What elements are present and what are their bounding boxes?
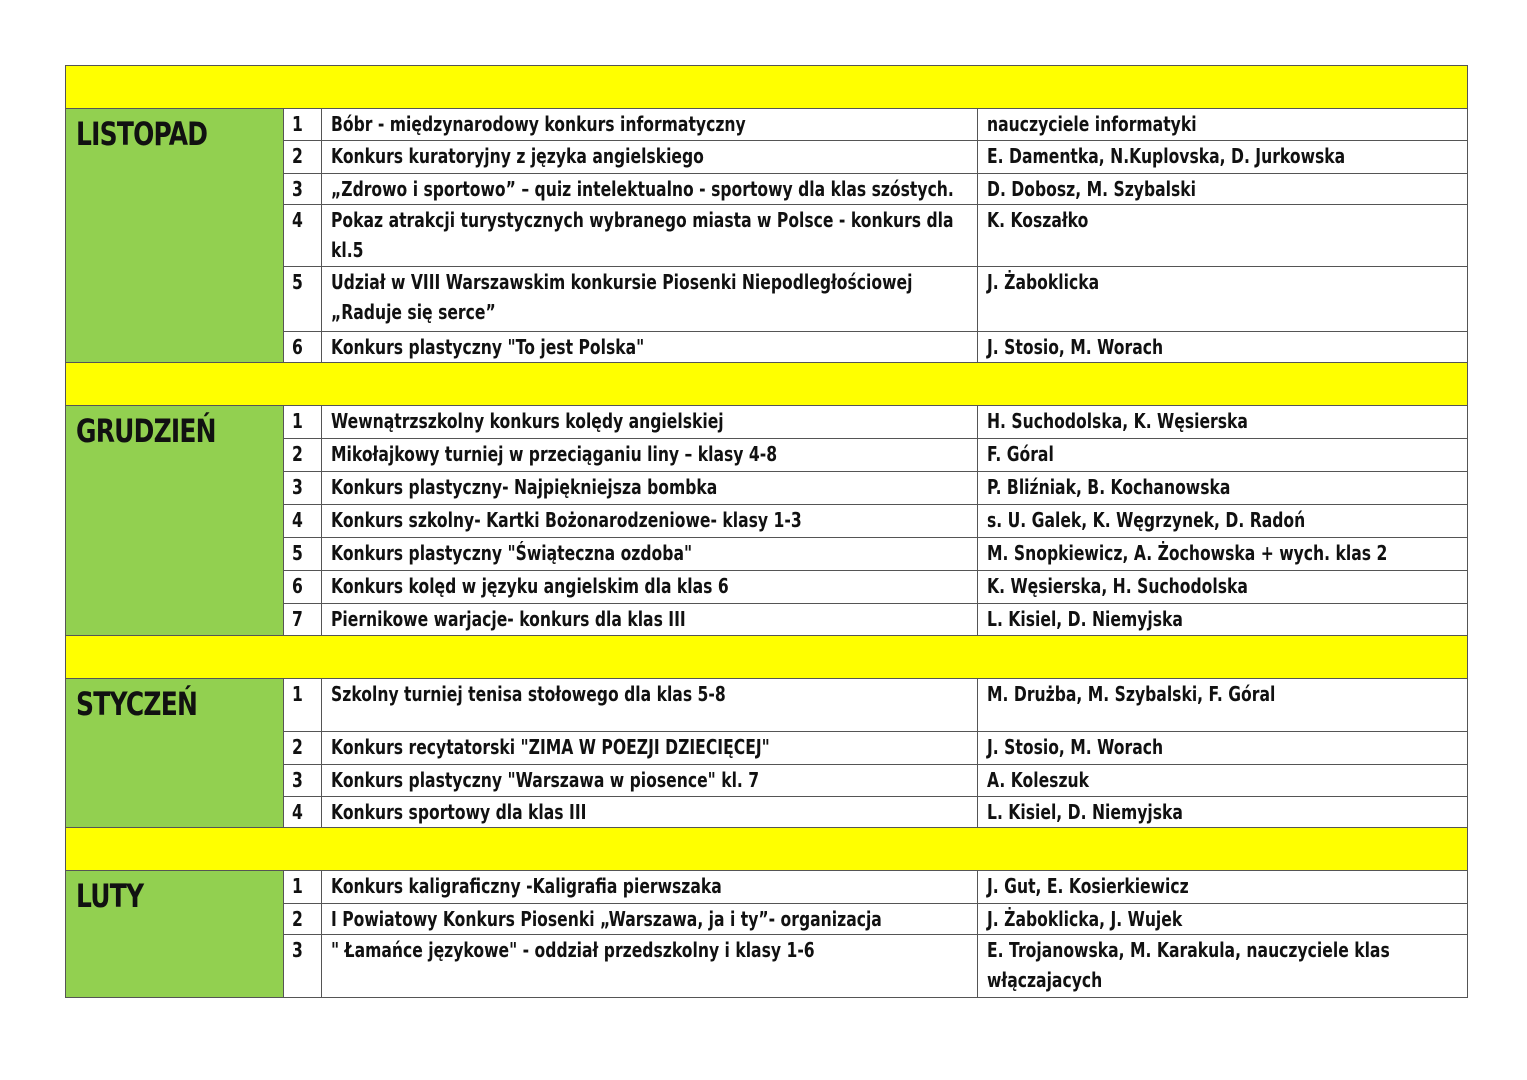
event-responsible: J. Stosio, M. Worach (987, 735, 1164, 759)
event-responsible: M. Snopkiewicz, A. Żochowska + wych. klas 2 (987, 541, 1388, 565)
event-description: Konkurs plastyczny "To jest Polska" (331, 335, 645, 359)
row-number: 4 (292, 208, 303, 232)
row-number: 4 (292, 508, 303, 532)
event-responsible: K. Węsierska, H. Suchodolska (987, 574, 1248, 598)
event-description: Bóbr - międzynarodowy konkurs informatyczny (331, 112, 746, 136)
event-description: I Powiatowy Konkurs Piosenki „Warszawa, ja i ty”- organizacja (331, 907, 882, 931)
event-responsible: E. Trojanowska, M. Karakula, nauczyciele klas włączajacych (987, 938, 1390, 992)
row-number: 2 (292, 907, 303, 931)
event-responsible: P. Bliźniak, B. Kochanowska (987, 475, 1231, 499)
row-number: 3 (292, 177, 303, 201)
event-description: Konkurs plastyczny- Najpiękniejsza bombka (331, 475, 718, 499)
section-separator (66, 363, 1468, 406)
event-responsible: J. Gut, E. Kosierkiewicz (987, 874, 1189, 898)
section-separator (66, 828, 1468, 871)
event-responsible: D. Dobosz, M. Szybalski (987, 177, 1197, 201)
month-label: LISTOPAD (66, 109, 284, 363)
row-number: 3 (292, 938, 303, 962)
event-responsible: H. Suchodolska, K. Węsierska (987, 409, 1248, 433)
events-table (65, 65, 1468, 998)
row-number: 1 (292, 409, 303, 433)
event-description: Konkurs plastyczny "Warszawa w piosence" kl. 7 (331, 768, 760, 792)
table-row (66, 871, 1468, 904)
row-number: 6 (292, 574, 303, 598)
month-label: GRUDZIEŃ (66, 406, 284, 636)
row-number: 1 (292, 682, 303, 706)
row-number: 5 (292, 541, 303, 565)
event-responsible: M. Drużba, M. Szybalski, F. Góral (987, 682, 1276, 706)
row-number: 2 (292, 144, 303, 168)
section-separator (66, 66, 1468, 109)
event-description: Konkurs kolęd w języku angielskim dla klas 6 (331, 574, 729, 598)
event-description: Udział w VIII Warszawskim konkursie Piosenki Niepodległościowej „Raduje się serce” (331, 270, 913, 324)
section-separator (66, 636, 1468, 679)
event-responsible: L. Kisiel, D. Niemyjska (987, 607, 1183, 631)
event-description: Konkurs sportowy dla klas III (331, 800, 587, 824)
event-description: Piernikowe warjacje- konkurs dla klas III (331, 607, 686, 631)
row-number: 7 (292, 607, 303, 631)
event-description: Pokaz atrakcji turystycznych wybranego miasta w Polsce - konkurs dla kl.5 (331, 208, 954, 262)
event-description: Mikołajkowy turniej w przeciąganiu liny – klasy 4-8 (331, 442, 778, 466)
row-number: 3 (292, 475, 303, 499)
event-responsible: J. Żaboklicka, J. Wujek (987, 907, 1183, 931)
event-description: Wewnątrzszkolny konkurs kolędy angielskiej (331, 409, 724, 433)
month-label: LUTY (66, 871, 284, 998)
row-number: 5 (292, 270, 303, 294)
event-responsible: nauczyciele informatyki (987, 112, 1197, 136)
row-number: 4 (292, 800, 303, 824)
event-description: " Łamańce językowe" - oddział przedszkolny i klasy 1-6 (331, 938, 815, 962)
event-description: Szkolny turniej tenisa stołowego dla klas 5-8 (331, 682, 726, 706)
row-number: 1 (292, 874, 303, 898)
event-responsible: J. Stosio, M. Worach (987, 335, 1164, 359)
event-description: Konkurs plastyczny "Świąteczna ozdoba" (331, 541, 693, 565)
table-row (66, 406, 1468, 439)
row-number: 1 (292, 112, 303, 136)
event-responsible: s. U. Galek, K. Węgrzynek, D. Radoń (987, 508, 1306, 532)
event-responsible: E. Damentka, N.Kuplovska, D. Jurkowska (987, 144, 1346, 168)
row-number: 6 (292, 335, 303, 359)
row-number: 2 (292, 442, 303, 466)
row-number: 3 (292, 768, 303, 792)
event-responsible: J. Żaboklicka (987, 270, 1100, 294)
event-description: „Zdrowo i sportowo” – quiz intelektualno - sportowy dla klas szóstych. (331, 177, 954, 201)
event-responsible: F. Góral (987, 442, 1054, 466)
table-row (66, 109, 1468, 141)
event-description: Konkurs kaligraficzny -Kaligrafia pierwszaka (331, 874, 722, 898)
event-description: Konkurs recytatorski "ZIMA W POEZJI DZIECIĘCEJ" (331, 735, 770, 759)
row-number: 2 (292, 735, 303, 759)
month-label: STYCZEŃ (66, 679, 284, 828)
event-description: Konkurs szkolny- Kartki Bożonarodzeniowe- klasy 1-3 (331, 508, 802, 532)
event-responsible: A. Koleszuk (987, 768, 1090, 792)
event-responsible: K. Koszałko (987, 208, 1089, 232)
table-row (66, 679, 1468, 732)
event-responsible: L. Kisiel, D. Niemyjska (987, 800, 1183, 824)
event-description: Konkurs kuratoryjny z języka angielskiego (331, 144, 704, 168)
